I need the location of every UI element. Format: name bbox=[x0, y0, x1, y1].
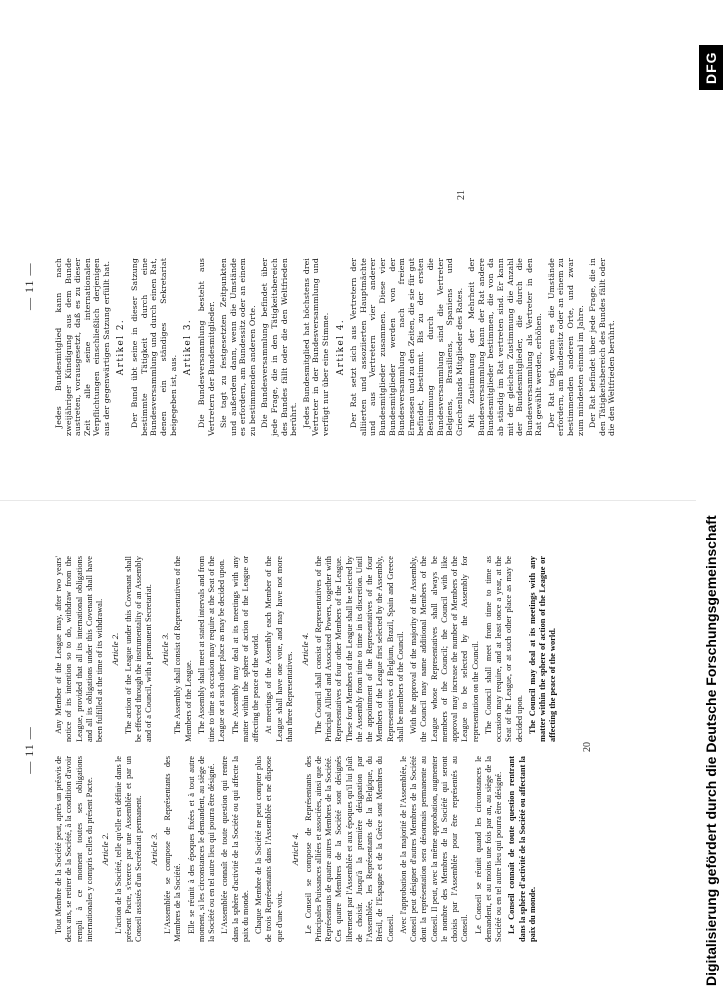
bottom-number: 20 bbox=[582, 742, 593, 752]
paragraph: Mit Zustimmung der Mehrheit der Bundesversammlung kann der Rat andere Bundesmitglieder bestimmen, die von da ab ständig im Rat vertreten sind. Er kann mit der gleichen Zustimmung die Anzahl der Bundesmitglieder, die durch die Bundesversammlung als Vertreter in den Rat gewählt werden, erhöhen. bbox=[467, 258, 544, 436]
article-heading: Article 2. bbox=[100, 832, 110, 866]
paragraph: Chaque Membre de la Société ne peut compter plus de trois Représentants dans l'Assemblée et ne dispose que d'une voix. bbox=[254, 756, 284, 942]
article-heading: Artikel 2. bbox=[116, 318, 127, 376]
french-column bbox=[54, 756, 541, 942]
paragraph: The Assembly shall consist of Representatives of the Members of the League. bbox=[173, 556, 193, 742]
paragraph: Le Conseil se réunit quand les circonstances le demandent, et au moins une fois par an, au siège de la Société ou en tel autre lieu qui pourra être désigné. bbox=[473, 756, 504, 942]
paragraph: L'action de la Société, telle qu'elle est définie dans le présent Pacte, s'exerce par une Assemblée et par un Conseil assistés d'un Secrétariat permanent. bbox=[113, 756, 144, 942]
page-number: — 11 — bbox=[22, 726, 36, 774]
paragraph: Any Member of the League may, after two years' notice of its intention so to do, withdraw from the League, provided that all its international obligations and all its obligations under this Covenant shall have been fulfilled at the time of its withdrawal. bbox=[54, 556, 104, 742]
paragraph: Le Conseil se compose de Représentants des Principales Puissances alliées et associées, ainsi que de Représentants de quatre autres Membres de la Société. Ces quatre Membres de la Société sont désignés librement par l'Assemblée et aux époques qu'il lui plaît de choisir. Jusqu'à la première désignation par l'Assemblée, les Représentants de la Belgique, du Brésil, de l'Espagne et de la Grèce sont Membres du Conseil. bbox=[303, 756, 395, 942]
paragraph: Sie tagt zu festgesetzten Zeitpunkten und außerdem dann, wenn die Umstände es erfordern, am Bundessitz oder an einem zu bestimmenden anderen Orte. bbox=[219, 258, 257, 436]
paragraph: Der Bund übt seine in dieser Satzung bestimmte Tätigkeit durch eine Bundesversammlung und durch einen Rat, denen ein ständiges Sekretariat beigegeben ist, aus. bbox=[130, 258, 178, 436]
paragraph: L'Assemblée se compose de Représentants des Membres de la Société. bbox=[163, 756, 183, 942]
article-heading: Article 3. bbox=[149, 832, 160, 866]
paragraph: With the approval of the majority of the Assembly, the Council may name additional Members of the League whose Representatives shall always be members of the Council; the Council with like approval may increase the number of Members of the League to be selected by the Assembly for representation on the Council. bbox=[409, 556, 480, 742]
paragraph: The Council shall consist of Representatives of the Principal Allied and Associated Powers, together with Representatives of four other Members of the League. These four Members of the League shall be selected by the Assembly from time to time in its discretion. Until the appointment of the Representatives of the four Members of the League first selected by the Assembly, Representatives of Belgium, Brazil, Spain and Greece shall be members of the Council. bbox=[313, 556, 405, 742]
paragraph: The Council may deal at its meetings with any matter within the sphere of action of the League or affecting the peace of the world. bbox=[527, 556, 558, 742]
left-page bbox=[0, 500, 727, 1000]
german-column bbox=[54, 258, 620, 436]
article-heading: Article 4. bbox=[289, 832, 300, 866]
dfg-banner bbox=[696, 0, 727, 1000]
paragraph: Der Rat befindet über jede Frage, die in den Tätigkeitsbereich des Bundes fällt oder die den Weltfrieden berührt. bbox=[588, 258, 617, 436]
paragraph: Die Bundesversammlung befindet über jede Frage, die in den Tätigkeitsbereich des Bundes fällt oder die den Weltfrieden berührt. bbox=[260, 258, 299, 436]
paragraph: The Assembly shall meet at stated intervals and from time to time as occasion may require at the Seat of the League or at such other place as may be decided upon. bbox=[196, 556, 227, 742]
paragraph: Jedes Bundesmitglied kann nach zweijähriger Kündigung aus dem Bunde austreten, vorausgesetzt, daß es zu dieser Zeit alle seine internationalen Verpflichtungen einschließlich derjenigen aus der gegenwärtigen Satzung erfüllt hat. bbox=[54, 258, 111, 436]
dfg-logo: DFG bbox=[699, 45, 723, 90]
banner-text: Digitalisierung gefördert durch die Deutsche Forschungsgemeinschaft bbox=[703, 515, 719, 986]
article-heading: Article 4. bbox=[300, 632, 311, 666]
paragraph: Jedes Bundesmitglied hat höchstens drei Vertreter in der Bundesversammlung und verfügt nur über eine Stimme. bbox=[301, 258, 330, 436]
page-number: — 11 — bbox=[22, 262, 36, 310]
paragraph: Der Rat tagt, wenn es die Umstände erfordern, am Bundessitz oder an einem zu bestimmenden anderen Orte, und zwar zum mindesten einmal im Jahre. bbox=[546, 258, 585, 436]
paragraph: Elle se réunit à des époques fixées et à tout autre moment, si les circonstances le demandent, au siège de la Société ou en tel autre lieu qui pourra être désigné. bbox=[186, 756, 217, 942]
article-heading: Article 3. bbox=[159, 632, 170, 666]
bottom-number: 21 bbox=[456, 190, 467, 200]
english-column bbox=[54, 556, 562, 742]
article-heading: Artikel 4. bbox=[335, 318, 346, 376]
paragraph: L'Assemblée connaît de toute question qui rentre dans la sphère d'activité de la Société ou qui affecte la paix du monde. bbox=[220, 756, 250, 942]
article-heading: Article 2. bbox=[110, 632, 121, 666]
paragraph: Le Conseil connaît de toute question rentrant dans la sphère d'activité de la Société ou affectant la paix du monde. bbox=[507, 756, 537, 942]
paragraph: Tout Membre de la Société peut, après un préavis de deux ans, se retirer de la Société, à la condition d'avoir rempli à ce moment toutes ses obligations internationales y compris celles du présent Pacte. bbox=[54, 756, 94, 942]
article-heading: Artikel 3. bbox=[183, 318, 194, 376]
paragraph: Avec l'approbation de la majorité de l'Assemblée, le Conseil peut désigner d'autres Membres de la Société dont la représentation sera désormais permanente au Conseil. Il peut, avec la même approbation, augmenter le nombre des Membres de la Société qui seront choisis par l'Assemblée pour être représentés au Conseil. bbox=[398, 756, 470, 942]
paragraph: The Council shall meet from time to time as occasion may require, and at least once a year, at the Seat of the League, or at such other place as may be decided upon. bbox=[483, 556, 524, 742]
paragraph: Der Rat setzt sich aus Vertretern der alliierten und assoziierten Hauptmächte und aus Vertretern vier anderer Bundesmitglieder zusammen. Diese vier Bundesmitglieder werden von der Bundesversammlung nach freiem Ermessen und zu den Zeiten, die sie für gut befindet, bestimmt. Bis zu der ersten Bestimmung durch die Bundesversammlung sind die Vertreter Belgiens, Brasiliens, Spaniens und Griechenlands Mitglieder des Rates. bbox=[349, 258, 464, 436]
paragraph: At meetings of the Assembly each Member of the League shall have one vote, and may have not more than three Representatives. bbox=[264, 556, 294, 742]
dfg-banner-rotated bbox=[696, 0, 727, 1000]
paragraph: The Assembly may deal at its meetings with any matter within the sphere of action of the League or affecting the peace of the world. bbox=[230, 556, 261, 742]
paragraph: Die Bundesversammlung besteht aus Vertretern der Bundesmitglieder. bbox=[196, 258, 216, 436]
paragraph: The action of the League under this Covenant shall be effected through the instrumentality of an Assembly and of a Council, with a permanent Secretariat. bbox=[123, 556, 154, 742]
